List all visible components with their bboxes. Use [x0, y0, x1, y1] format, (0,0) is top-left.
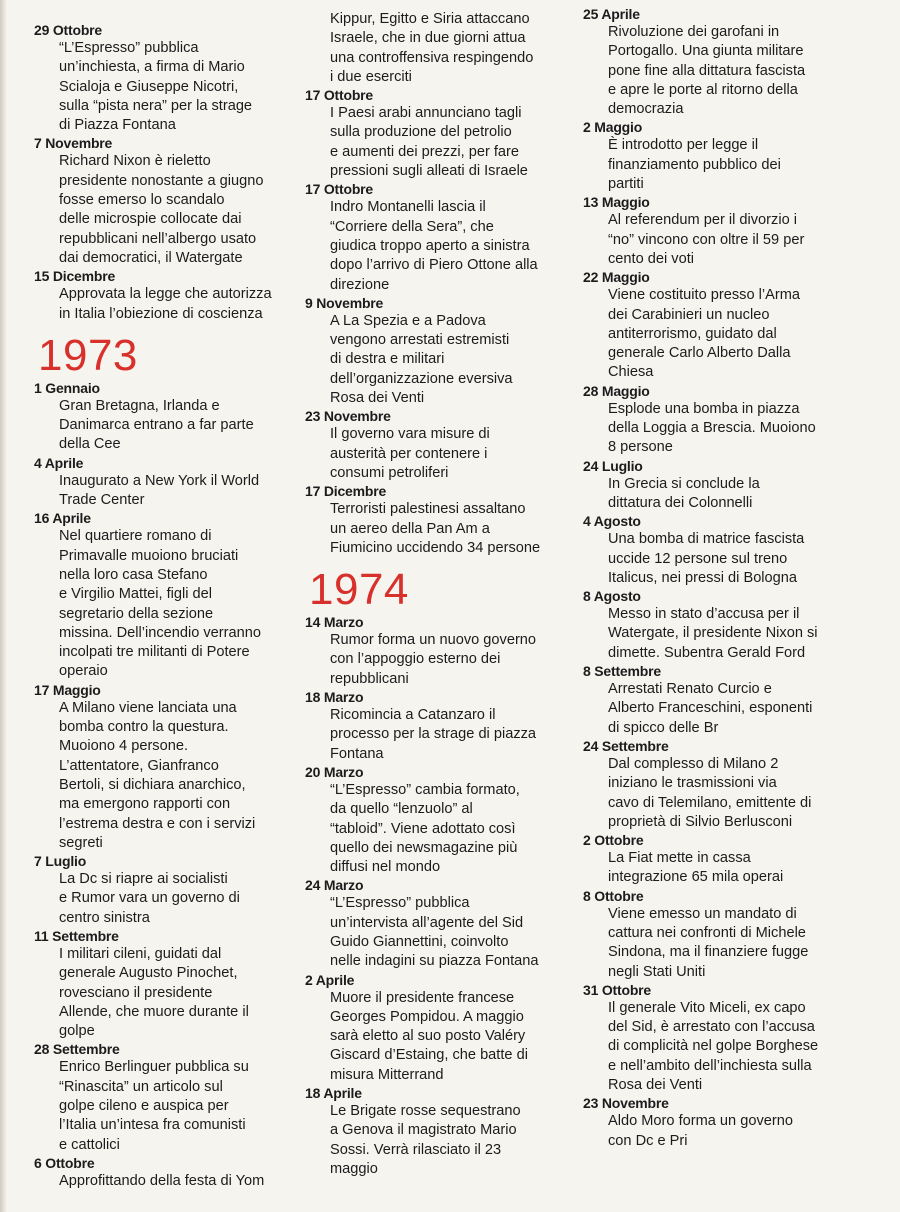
entry-text: “L’Espresso” pubblica un’intervista all’agente del Sid Guido Giannettini, coinvolto nelle indagini su piazza Fontana [330, 895, 539, 970]
entry-text: A Milano viene lanciata una bomba contro la questura. Muoiono 4 persone. L’attentatore, Gianfranco Bertoli, si dichiara anarchico, ma emergono rapporti con l’estrema destra e con i servizi segreti [59, 699, 256, 851]
entry-date: 28 Maggio [583, 382, 650, 399]
timeline-entry [583, 663, 883, 738]
entry-date: 24 Marzo [305, 877, 364, 894]
timeline-entry [583, 982, 883, 1095]
timeline-entry [34, 135, 306, 268]
entry-date: 17 Dicembre [305, 483, 387, 500]
timeline-entry [583, 458, 883, 514]
entry-text: Il governo vara misure di austerità per contenere i consumi petroliferi [330, 426, 490, 481]
timeline-entry [583, 832, 883, 888]
timeline-entry [583, 888, 883, 982]
entry-date: 18 Marzo [305, 689, 364, 706]
timeline-entry [583, 269, 883, 382]
entry-text: Arrestati Renato Curcio e Alberto Franceschini, esponenti di spicco delle Br [608, 681, 813, 736]
entry-text: Dal complesso di Milano 2 iniziano le trasmissioni via cavo di Telemilano, emittente di proprietà di Silvio Berlusconi [608, 755, 812, 830]
entry-text: “L’Espresso” pubblica un’inchiesta, a firma di Mario Scialoja e Giuseppe Nicotri, sulla “pista nera” per la strage di Piazza Fontana [59, 40, 253, 134]
timeline-entry [34, 853, 306, 928]
entry-date: 28 Settembre [34, 1041, 120, 1058]
entry-date: 17 Maggio [34, 681, 101, 698]
entry-text: Approvata la legge che autorizza in Italia l’obiezione di coscienza [59, 286, 272, 322]
entry-text: Aldo Moro forma un governo con Dc e Pri [608, 1113, 793, 1149]
entry-date: 2 Maggio [583, 119, 643, 136]
year-heading: 1973 [38, 330, 138, 380]
timeline-entry [583, 1095, 883, 1151]
timeline-entry [305, 483, 590, 558]
timeline-entry [34, 682, 306, 853]
timeline-entry [305, 87, 590, 181]
entry-date: 1 Gennaio [34, 379, 100, 396]
timeline-entry [34, 1155, 306, 1191]
entry-date: 25 Aprile [583, 6, 640, 22]
entry-date: 15 Dicembre [34, 268, 116, 285]
entry-date: 4 Agosto [583, 513, 641, 530]
timeline-entry [305, 295, 590, 408]
entry-text: Rivoluzione dei garofani in Portogallo. Una giunta militare pone fine alla dittatura fascista e apre le porte al ritorno della democrazia [608, 24, 806, 118]
entry-text: La Fiat mette in cassa integrazione 65 mila operai [608, 850, 784, 886]
entry-text: I Paesi arabi annunciano tagli sulla produzione del petrolio e aumenti dei prezzi, per fare pressioni sugli alleati di Israele [330, 105, 528, 180]
timeline-entry [305, 181, 590, 294]
timeline-entry [305, 614, 590, 689]
timeline-entry [305, 10, 590, 87]
entry-date: 2 Ottobre [583, 832, 644, 849]
timeline-entry [583, 513, 883, 588]
timeline-entry [34, 510, 306, 681]
timeline-entry [583, 588, 883, 663]
column-1 [34, 22, 306, 1191]
entry-date: 24 Luglio [583, 457, 643, 474]
entry-date: 8 Agosto [583, 588, 641, 605]
page-spine-shadow [0, 0, 7, 1212]
timeline-entry [583, 6, 883, 119]
entry-text: Kippur, Egitto e Siria attaccano Israele, che in due giorni attua una controffensiva respingendo i due eserciti [330, 11, 534, 85]
entry-text: Una bomba di matrice fascista uccide 12 persone sul treno Italicus, nei pressi di Bologna [608, 531, 805, 586]
entry-date: 13 Maggio [583, 194, 650, 211]
entry-text: Terroristi palestinesi assaltano un aereo della Pan Am a Fiumicino uccidendo 34 persone [330, 501, 541, 556]
timeline-entry [305, 1085, 590, 1179]
entry-text: Il generale Vito Miceli, ex capo del Sid, è arrestato con l’accusa di complicità nel golpe Borghese e nell’ambito dell’inchiesta sulla Rosa dei Venti [608, 999, 819, 1094]
timeline-entry [34, 455, 306, 511]
entry-text: I militari cileni, guidati dal generale Augusto Pinochet, rovesciano il presidente Allende, che muore durante il golpe [59, 945, 249, 1040]
entry-date: 16 Aprile [34, 510, 91, 527]
entry-date: 29 Ottobre [34, 22, 103, 38]
timeline-entry [34, 928, 306, 1041]
timeline-entry [583, 119, 883, 194]
entry-date: 17 Ottobre [305, 181, 374, 198]
entry-date: 18 Aprile [305, 1085, 362, 1102]
entry-text: Ricomincia a Catanzaro il processo per la strage di piazza Fontana [330, 707, 537, 762]
entry-date: 17 Ottobre [305, 87, 374, 104]
entry-text: La Dc si riapre ai socialisti e Rumor vara un governo di centro sinistra [59, 871, 240, 926]
entry-text: Esplode una bomba in piazza della Loggia a Brescia. Muoiono 8 persone [608, 400, 816, 456]
timeline-entry [34, 268, 306, 324]
entry-text: Rumor forma un nuovo governo con l’appoggio esterno dei repubblicani [330, 632, 537, 687]
timeline-entry [583, 383, 883, 458]
entry-text: Richard Nixon è rieletto presidente nonostante a giugno fosse emerso lo scandalo delle microspie collocate dai repubblicani nell’albergo usato dai democratici, il Watergate [59, 153, 264, 266]
timeline-entry [34, 1041, 306, 1154]
entry-date: 23 Novembre [305, 408, 391, 425]
entry-date: 7 Novembre [34, 135, 113, 152]
entry-date: 24 Settembre [583, 737, 669, 754]
timeline-entry [583, 738, 883, 832]
year-heading: 1974 [309, 565, 409, 615]
entry-date: 8 Ottobre [583, 887, 644, 904]
entry-text: Messo in stato d’accusa per il Watergate, il presidente Nixon si dimette. Subentra Gerald Ford [608, 606, 818, 661]
entry-date: 6 Ottobre [34, 1154, 95, 1171]
entry-date: 9 Novembre [305, 294, 384, 311]
entry-text: Inaugurato a New York il World Trade Center [59, 472, 260, 509]
entry-date: 2 Aprile [305, 971, 355, 988]
entry-text: Approfittando della festa di Yom [59, 1172, 265, 1189]
entry-text: Muore il presidente francese Georges Pompidou. A maggio sarà eletto al suo posto Valéry Giscard d’Estaing, che batte di misura Mitterrand [330, 989, 528, 1083]
entry-text: Nel quartiere romano di Primavalle muoiono bruciati nella loro casa Stefano e Virgilio Mattei, figli del segretario della sezione missina. Dell’incendio verranno incolpati tre militanti di Potere operaio [59, 528, 261, 680]
timeline-entry [34, 22, 306, 135]
timeline-entry [34, 380, 306, 455]
entry-text: Gran Bretagna, Irlanda e Danimarca entrano a far parte della Cee [59, 397, 254, 453]
entry-date: 14 Marzo [305, 614, 364, 631]
entry-date: 22 Maggio [583, 269, 650, 286]
entry-date: 31 Ottobre [583, 981, 652, 998]
entry-text: Enrico Berlinguer pubblica su “Rinascita” un articolo sul golpe cileno e auspica per l’Italia un’intesa fra comunisti e cattolici [59, 1059, 249, 1153]
entry-date: 11 Settembre [34, 927, 119, 944]
entry-text: A La Spezia e a Padova vengono arrestati estremisti di destra e militari dell’organizzazione eversiva Rosa dei Venti [330, 312, 513, 407]
entry-text: “L’Espresso” cambia formato, da quello “lenzuolo” al “tabloid”. Viene adottato così quello dei newsmagazine più diffusi nel mondo [330, 781, 520, 876]
timeline-entry [305, 764, 590, 877]
timeline-entry [305, 877, 590, 971]
column-2 [305, 10, 590, 1179]
entry-text: Indro Montanelli lascia il “Corriere della Sera”, che giudica troppo aperto a sinistra dopo l’arrivo di Piero Ottone alla direzione [330, 199, 538, 293]
entry-date: 20 Marzo [305, 763, 364, 780]
entry-text: Al referendum per il divorzio i “no” vincono con oltre il 59 per cento dei voti [608, 212, 805, 267]
timeline-entry [305, 408, 590, 483]
column-3 [583, 6, 883, 1151]
timeline-entry [305, 972, 590, 1085]
entry-text: Le Brigate rosse sequestrano a Genova il magistrato Mario Sossi. Verrà rilasciato il 23 maggio [330, 1103, 521, 1177]
entry-text: È introdotto per legge il finanziamento pubblico dei partiti [608, 137, 781, 193]
entry-text: In Grecia si conclude la dittatura dei Colonnelli [608, 475, 760, 511]
entry-text: Viene costituito presso l’Arma dei Carabinieri un nucleo antiterrorismo, guidato dal generale Carlo Alberto Dalla Chiesa [608, 287, 800, 381]
entry-date: 4 Aprile [34, 454, 84, 471]
timeline-entry [305, 689, 590, 764]
entry-date: 8 Settembre [583, 663, 661, 680]
entry-date: 23 Novembre [583, 1095, 669, 1112]
entry-text: Viene emesso un mandato di cattura nei confronti di Michele Sindona, ma il finanziere fugge negli Stati Uniti [608, 905, 809, 980]
timeline-entry [583, 194, 883, 269]
entry-date: 7 Luglio [34, 853, 87, 870]
